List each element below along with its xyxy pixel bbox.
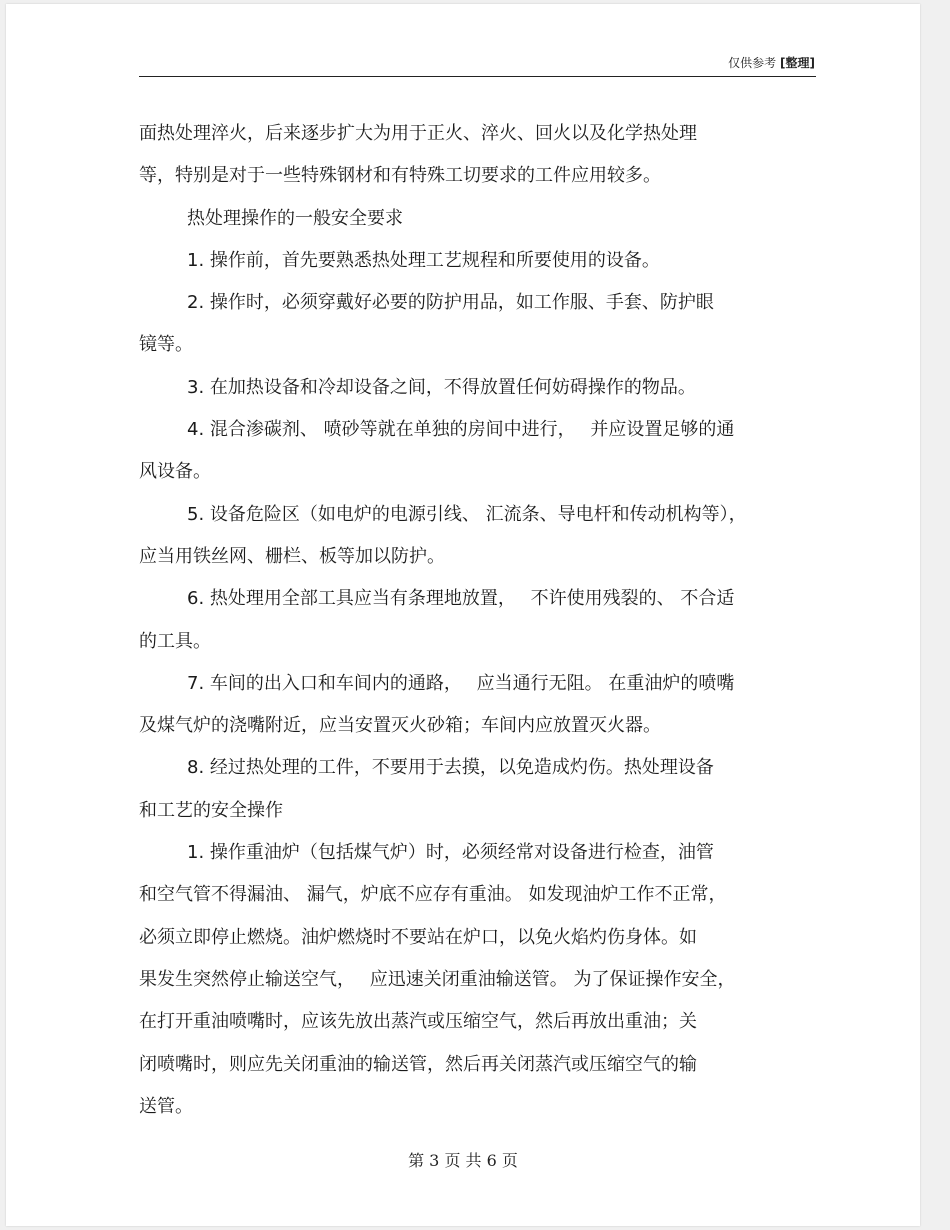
text-line: 和空气管不得漏油、 漏气，炉底不应存有重油。 如发现油炉工作不正常， [139,884,727,906]
text-line: 5. 设备危险区（如电炉的电源引线、 汇流条、导电杆和传动机构等）， [187,503,747,525]
document-body [139,113,819,1128]
text-line: 等，特别是对于一些特殊钢材和有特殊工切要求的工件应用较多。 [139,165,661,187]
text-line: 必须立即停止燃烧。油炉燃烧时不要站在炉口，以免火焰灼伤身体。如 [139,926,697,948]
text-line: 1. 操作前，首先要熟悉热处理工艺规程和所要使用的设备。 [187,249,660,271]
page-footer: 第 3 页 共 6 页 [408,1151,518,1170]
text-line: 在打开重油喷嘴时，应该先放出蒸汽或压缩空气，然后再放出重油；关 [139,1011,697,1033]
header-note: 仅供参考 [728,56,777,70]
text-line: 7. 车间的出入口和车间内的通路， 应当通行无阻。 在重油炉的喷嘴 [187,672,735,694]
text-line: 果发生突然停止输送空气， 应迅速关闭重油输送管。 为了保证操作安全， [139,968,736,990]
text-line: 送管。 [139,1095,193,1117]
text-line: 风设备。 [139,461,211,483]
text-line: 和工艺的安全操作 [139,799,283,821]
text-line: 1. 操作重油炉（包括煤气炉）时，必须经常对设备进行检查，油管 [187,842,714,864]
text-line: 及煤气炉的浇嘴附近，应当安置灭火砂箱；车间内应放置灭火器。 [139,715,661,737]
page-header [139,54,815,76]
text-line: 应当用铁丝网、栅栏、板等加以防护。 [139,545,445,567]
text-line: 6. 热处理用全部工具应当有条理地放置， 不许使用残裂的、 不合适 [187,588,735,610]
text-line: 闭喷嘴时，则应先关闭重油的输送管，然后再关闭蒸汽或压缩空气的输 [139,1053,697,1075]
header-rule [139,76,816,77]
header-tag: [整理] [780,56,815,70]
text-line: 3. 在加热设备和冷却设备之间，不得放置任何妨碍操作的物品。 [187,376,696,398]
text-line: 热处理操作的一般安全要求 [187,207,403,229]
text-line: 镜等。 [139,334,193,356]
document-page [6,4,920,1226]
text-line: 8. 经过热处理的工件，不要用于去摸，以免造成灼伤。热处理设备 [187,757,714,779]
text-line: 4. 混合渗碳剂、 喷砂等就在单独的房间中进行， 并应设置足够的通 [187,419,735,441]
text-line: 面热处理淬火，后来逐步扩大为用于正火、淬火、回火以及化学热处理 [139,123,697,144]
text-line: 的工具。 [139,630,211,652]
text-line: 2. 操作时，必须穿戴好必要的防护用品，如工作服、手套、防护眼 [187,292,714,314]
